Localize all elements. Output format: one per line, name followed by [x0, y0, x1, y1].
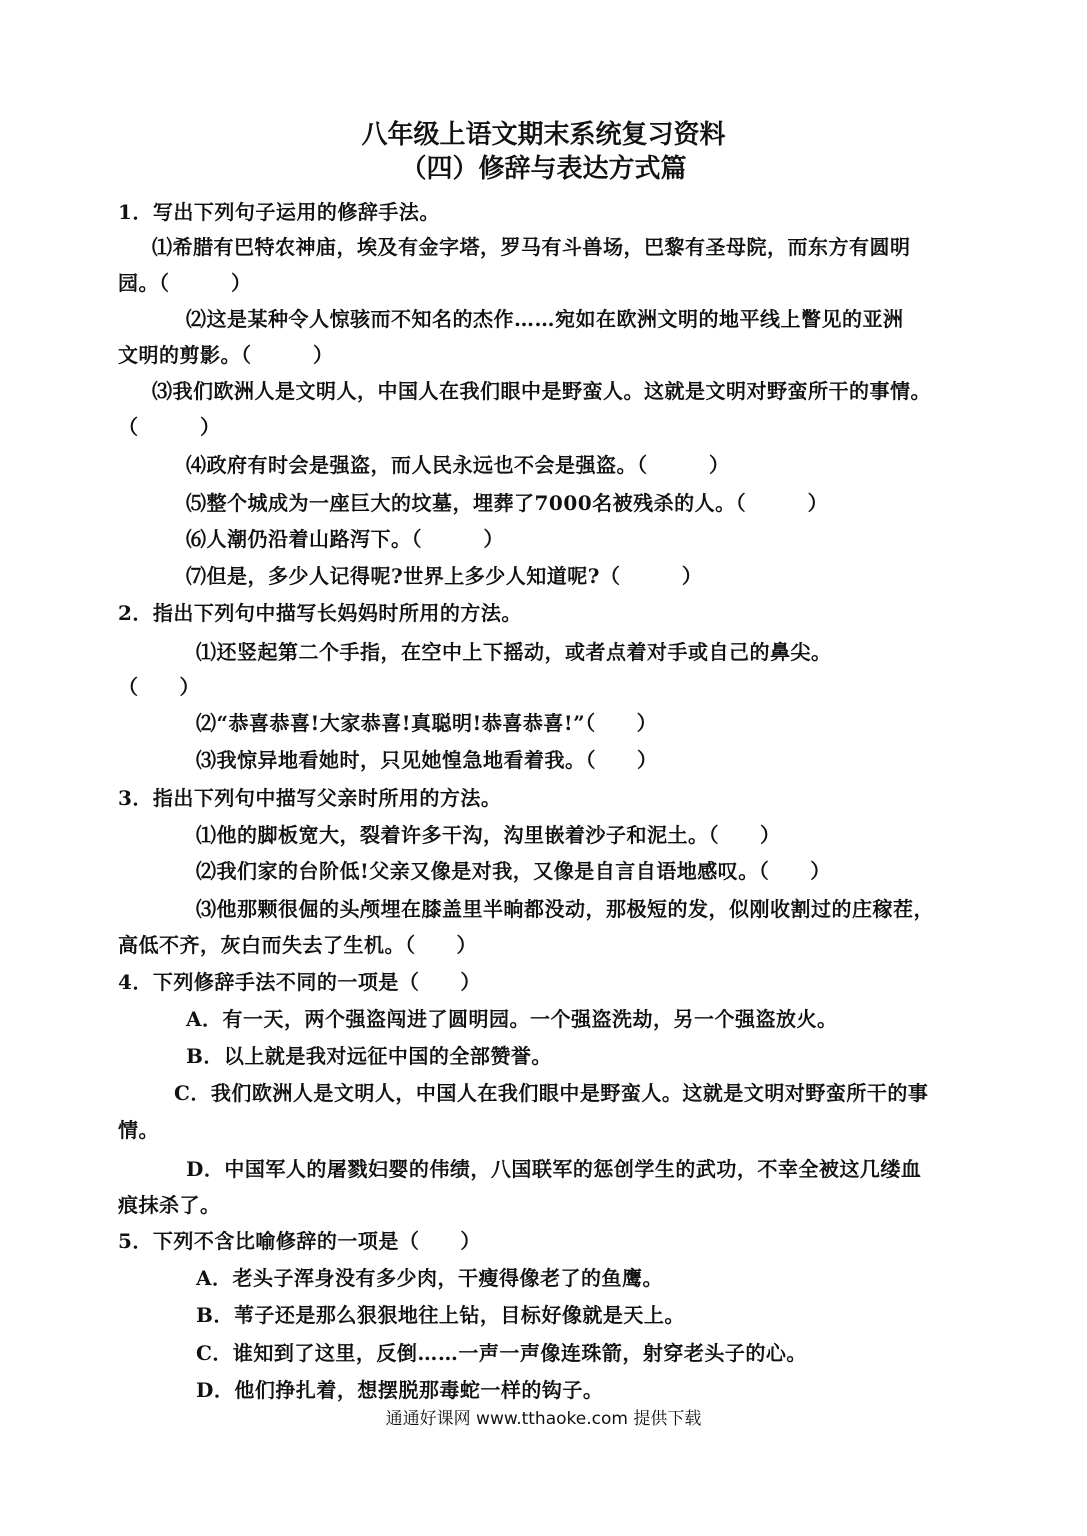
q1-item-5: ⑸整个城成为一座巨大的坟墓，埋葬了7000名被残杀的人。（ ） — [186, 491, 829, 515]
q5-option-a: A．老头子浑身没有多少肉，干瘦得像老了的鱼鹰。 — [196, 1266, 664, 1290]
q1-item-2: ⑵这是某种令人惊骇而不知名的杰作……宛如在欧洲文明的地平线上瞥见的亚洲 — [186, 307, 904, 331]
q3-item-3: ⑶他那颗很倔的头颅埋在膝盖里半晌都没动，那极短的发，似刚收割过的庄稼茬， — [196, 897, 934, 921]
q1-item-2-cont: 文明的剪影。（ ） — [118, 343, 334, 367]
q1-item-1-cont: 园。（ ） — [118, 271, 252, 295]
q1-item-7: ⑺但是，多少人记得呢?世界上多少人知道呢?（ ） — [186, 564, 703, 588]
q4-option-c: C．我们欧洲人是文明人，中国人在我们眼中是野蛮人。这就是文明对野蛮所干的事 — [174, 1081, 929, 1105]
q5-option-c: C．谁知到了这里，反倒……一声一声像连珠箭，射穿老头子的心。 — [196, 1341, 807, 1365]
q4-option-b: B．以上就是我对远征中国的全部赞誉。 — [186, 1044, 552, 1068]
q2-item-1: ⑴还竖起第二个手指，在空中上下摇动，或者点着对手或自己的鼻尖。 — [196, 640, 832, 664]
q4-option-d: D．中国军人的屠戮妇婴的伟绩，八国联军的惩创学生的武功，不幸全被这几缕血 — [186, 1157, 922, 1181]
page-footer: 通通好课网 www.tthaoke.com 提供下载 — [385, 1409, 702, 1429]
q2-item-2: ⑵“恭喜恭喜!大家恭喜!真聪明!恭喜恭喜!”（ ） — [196, 711, 658, 735]
question-2-heading: 2．指出下列句中描写长妈妈时所用的方法。 — [118, 601, 522, 625]
q5-option-b: B．苇子还是那么狠狠地往上钻，目标好像就是天上。 — [196, 1303, 685, 1327]
q3-item-3-cont: 高低不齐，灰白而失去了生机。（ ） — [118, 933, 477, 957]
q1-item-1: ⑴希腊有巴特农神庙，埃及有金字塔，罗马有斗兽场，巴黎有圣母院，而东方有圆明 — [152, 235, 911, 259]
q5-option-d: D．他们挣扎着，想摆脱那毒蛇一样的钩子。 — [196, 1378, 604, 1402]
q1-item-4: ⑷政府有时会是强盗，而人民永远也不会是强盗。（ ） — [186, 453, 730, 477]
q3-item-2: ⑵我们家的台阶低!父亲又像是对我，又像是自言自语地感叹。（ ） — [196, 859, 831, 883]
doc-subtitle: （四）修辞与表达方式篇 — [400, 154, 687, 184]
q4-option-a: A．有一天，两个强盗闯进了圆明园。一个强盗洗劫，另一个强盗放火。 — [186, 1007, 838, 1031]
question-1-heading: 1．写出下列句子运用的修辞手法。 — [118, 200, 440, 224]
q2-item-3: ⑶我惊异地看她时，只见她惶急地看着我。（ ） — [196, 748, 658, 772]
q1-item-6: ⑹人潮仍沿着山路泻下。（ ） — [186, 527, 504, 551]
question-4-heading: 4．下列修辞手法不同的一项是（ ） — [118, 970, 481, 994]
doc-title: 八年级上语文期末系统复习资料 — [361, 120, 726, 150]
q3-item-1: ⑴他的脚板宽大，裂着许多干沟，沟里嵌着沙子和泥土。（ ） — [196, 823, 781, 847]
q4-option-d-cont: 痕抹杀了。 — [118, 1193, 221, 1217]
question-3-heading: 3．指出下列句中描写父亲时所用的方法。 — [118, 786, 502, 810]
q1-item-3: ⑶我们欧洲人是文明人，中国人在我们眼中是野蛮人。这就是文明对野蛮所干的事情。 — [152, 379, 931, 403]
q4-option-c-cont: 情。 — [118, 1118, 159, 1142]
q1-item-3-cont: （ ） — [118, 415, 221, 439]
question-5-heading: 5．下列不含比喻修辞的一项是（ ） — [118, 1229, 481, 1253]
q2-item-1-cont: （ ） — [118, 675, 200, 699]
